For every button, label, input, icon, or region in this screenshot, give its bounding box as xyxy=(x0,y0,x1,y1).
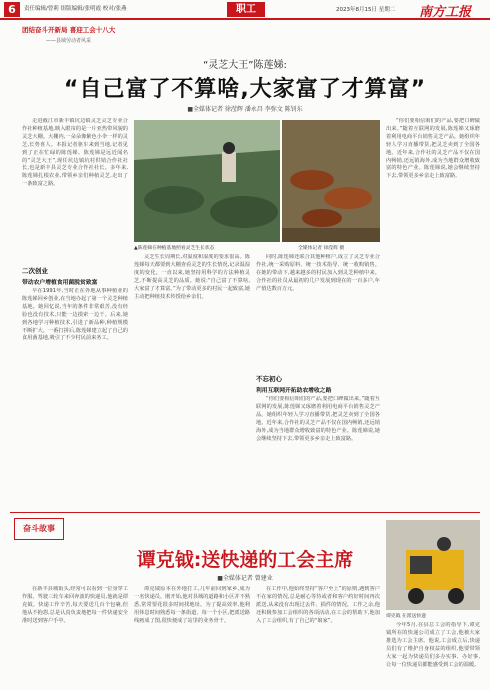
story1-side1-subtitle: 带动农户增植食用菌脱贫致富 xyxy=(22,280,98,286)
section-label: 职工 xyxy=(227,2,265,17)
story2-badge: 奋斗故事 xyxy=(14,518,64,540)
story1-text-col5: “你们要相信咱们的产品,要把口碑做出来。”随着互联网的发展,陈莲娣又琢磨着利用电商平台销售灵芝产品。她组织年轻人学习直播带货,把灵芝卖到了全国各地。近年来,合作社的灵芝产品不仅在国内畅销,还远销海外,成为当地群众增收致富的特色产业。陈莲娣说,她会继续坚持下去,带领更多乡亲走上致富路。 xyxy=(256,396,380,442)
story1-text-col3: 灵芝生长周期长,对温度和湿度的要求很高。陈莲娣每天都要到大棚查看灵芝的生长情况,记录温湿度的变化。一直以来,她坚持用科学的方法种植灵芝,不断提高灵芝的品质。她说:“自己富了不算啥,大家富了才算富。”为了带动更多的村民一起致富,她主动把种植技术传授给乡亲们。 xyxy=(134,254,250,300)
story2-photo-courier xyxy=(386,520,480,610)
story2-text-col3: 在工作中,他始终坚持“客户至上”的原则,遇到客户不在家的情况,总是耐心等待或者和客户约好时间再次派送,从来没有出现过丢件、损件的情况。工作之余,他还积极参加工会组织的各项活动,在工会的帮助下,他加入了工会组织,有了自己的“娘家”。 xyxy=(256,586,380,624)
story1-side2-title: 不忘初心 xyxy=(256,375,282,383)
story1-photo2-credit: 全媒体记者 徐滢辉 摄 xyxy=(298,246,345,251)
story1-byline: ■全媒体记者 徐滢辉 潘永昌 李弥文 陈钊东 xyxy=(187,106,303,113)
publication-date: 2023年8月15日 星期二 xyxy=(336,7,396,13)
newspaper-logo: 南方工报 xyxy=(419,5,472,20)
story1-text-col4: 同时,陈莲娣还联合其他种植户,成立了灵芝专业合作社,统一采购原料、统一技术指导、统一收购销售。在她的带动下,越来越多的村民加入到灵芝种植中来。合作社的社员从最初的几户发展到现在的一百多户,年产值达数百万元。 xyxy=(256,254,380,292)
story1-side1-title: 二次创业 xyxy=(22,267,48,275)
story1-photo-lingzhi xyxy=(282,120,380,242)
editor-line: 责任编辑/曾莉 组版编辑/张明霞 校对/张燕 xyxy=(24,6,127,12)
story1-text-col6: “你们要相信咱们的产品,要把口碑做出来。”随着互联网的发展,陈莲娣又琢磨着利用电商平台销售灵芝产品。她组织年轻人学习直播带货,把灵芝卖到了全国各地。近年来,合作社的灵芝产品不仅在国内畅销,还远销海外,成为当地群众增收致富的特色产业。陈莲娣说,她会继续坚持下去,带领更多乡亲走上致富路。 xyxy=(386,118,480,180)
page-number: 6 xyxy=(4,2,20,17)
story1-side2-subtitle: 利用互联网开拓助农增收之路 xyxy=(256,388,332,394)
story2-text-col1: 在新丰县城街头,经常可以看到一位身穿工作服、驾驶三轮车来回奔波的快递员,他就是谭克钺。快递工作辛苦,每天要送几百个包裹,但他从不抱怨,总是认真负责地把每一件快递安全准时送到客户手中。 xyxy=(22,586,128,624)
story1-headline: “自己富了不算啥,大家富了才算富” xyxy=(63,77,427,102)
story1-text-col2: 早在1991年,当时正在外地从事种植业的陈莲娣回乡创业,在当地办起了第一个灵芝种植基地。她回忆说,当年的条件非常艰苦,没有经验也没有技术,只能一边摸索一边干。后来,她到各地学习种植技术,引进了新品种,种植规模不断扩大。一番打拼后,陈莲娣建立起了自己的食用菌基地,吸引了不少村民前来务工。 xyxy=(22,288,128,342)
column-banner-subtitle: ——县域劳动者风采 xyxy=(46,38,92,44)
column-banner-title: 团结奋斗开新局 喜迎工会十八大 xyxy=(22,26,116,34)
story1-photo1-caption: ▲陈莲娣在种植基地照看灵芝生长状态 xyxy=(134,246,215,251)
column-banner xyxy=(22,25,140,49)
story2-text-col2: 谭克钺原本在外地打工,几年前回到家乡,成为一名快递员。刚开始,他对县城的道路和小区并不熟悉,常常要花很多时间找地址。为了提高效率,他利用休息时间熟悉每一条街道、每一个小区,把派送路线画成了图,很快便成了站里的业务骨干。 xyxy=(134,586,250,624)
story2-headline: 谭克钺:送快递的工会主席 xyxy=(136,549,354,571)
story2-byline: ■全媒体记者 曾建业 xyxy=(217,575,273,582)
story-divider xyxy=(10,512,480,513)
story2-photo-caption: 谭克钺 在派送快递 xyxy=(386,614,426,619)
story2-text-col4: 今年5月,在县总工会的指导下,谭克钺所在的快递公司成立了工会,他被大家推选为工会主席。他说,工会成立后,快递员们有了维护自身权益的组织,他要带领大家一起为快递员们多办实事、办好事,让每一位快递员都能感受到工会的温暖。 xyxy=(386,622,480,668)
story1-text-col1: 走进截江市新丰镇坑边镇灵芝灵芝专业合作社种植基地,映入眼帘的是一片亚热带风貌的灵芝大棚。大棚内,一朵朵像紫色小伞一样的灵芝,长势喜人。本报记者驱车来到当地,记者见到了正在忙碌的陈莲娣。陈莲娣是远近闻名的“灵芝大王”,现任坑边镇坑村供销合作社社长,也是新丰县灵芝专业合作社社长。多年来,陈莲娣扎根农业,带领乡亲们种植灵芝,走出了一条致富之路。 xyxy=(22,118,128,188)
story1-photo-greenhouse xyxy=(134,120,280,242)
story1-subhead: “灵芝大王”陈莲娣: xyxy=(203,60,287,71)
